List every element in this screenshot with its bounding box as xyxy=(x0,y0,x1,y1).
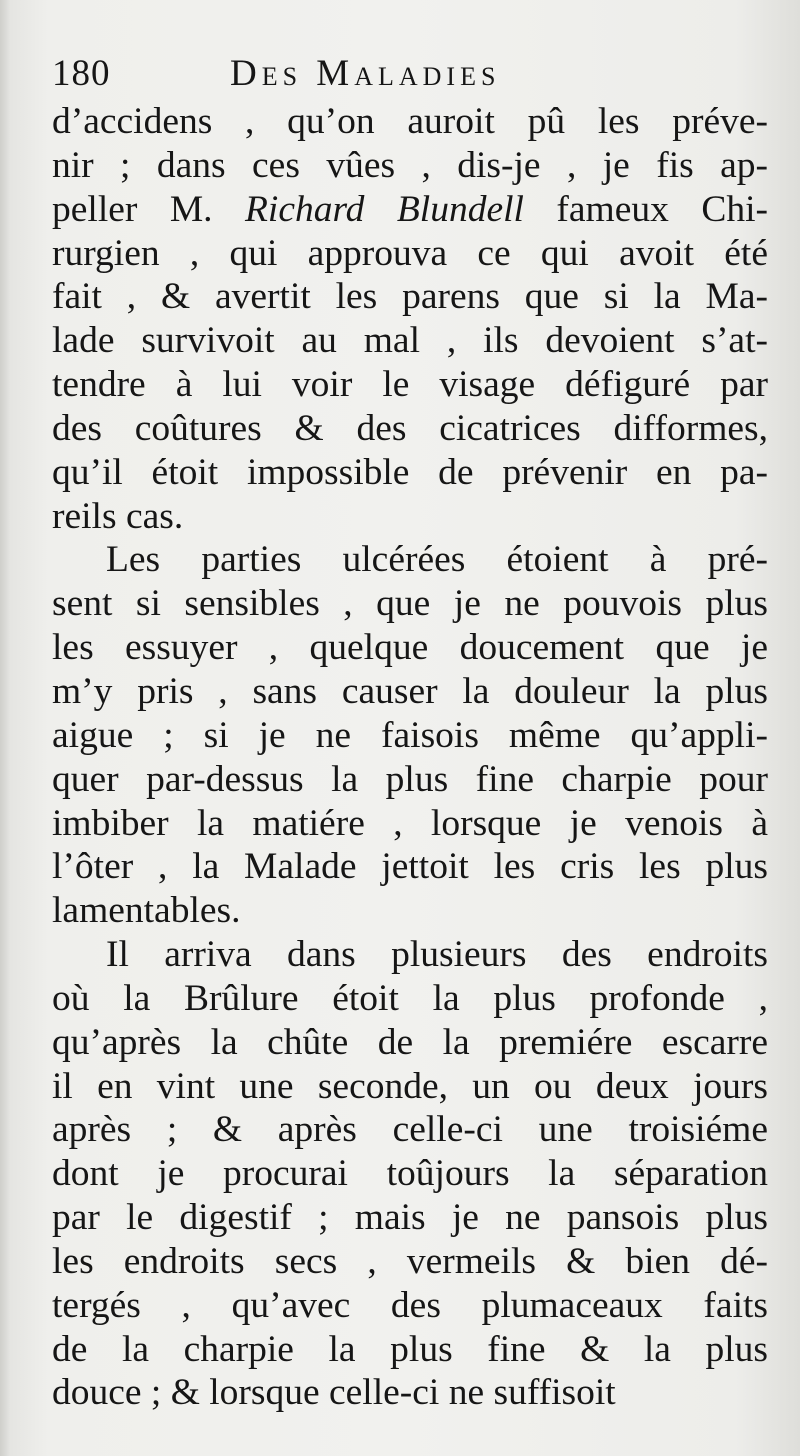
text-line: tergés , qu’avec des plumaceaux faits xyxy=(52,1284,768,1326)
text-line: par le digestif ; mais je ne pansois plus xyxy=(52,1197,768,1239)
text-line: les essuyer , quelque doucement que je xyxy=(52,627,768,669)
text-line: nir ; dans ces vûes , dis-je , je fis ap- xyxy=(52,144,768,186)
page-number: 180 xyxy=(52,53,111,94)
text-line: dont je procurai toûjours la séparation xyxy=(52,1153,768,1195)
page-gutter-shadow xyxy=(0,0,10,1456)
paragraph xyxy=(52,933,768,1415)
paragraph xyxy=(52,538,768,933)
text-line: Il arriva dans plusieurs des endroits xyxy=(106,934,768,976)
italic-name: Richard Blundell xyxy=(245,188,524,230)
text-line: qu’après la chûte de la premiére escarre xyxy=(52,1021,768,1063)
text-line: de la charpie la plus fine & la plus xyxy=(52,1328,768,1370)
text-line: d’accidens , qu’on auroit pû les préve- xyxy=(52,101,768,142)
text-line: peller M. Richard Blundell fameux Chi- xyxy=(52,188,769,230)
text-line: lade survivoit au mal , ils devoient s’at- xyxy=(52,320,768,362)
text-line: des coûtures & des cicatrices difformes, xyxy=(52,407,768,449)
paragraph xyxy=(52,100,768,538)
text-line: tendre à lui voir le visage défiguré par xyxy=(52,364,768,406)
text-line: qu’il étoit impossible de prévenir en pa- xyxy=(52,451,768,493)
text-line: où la Brûlure étoit la plus profonde , xyxy=(52,977,768,1019)
text-line: après ; & après celle-ci une troisiéme xyxy=(52,1109,768,1151)
text-line: lamentables. xyxy=(52,890,241,932)
running-header xyxy=(52,48,772,100)
text-line: l’ôter , la Malade jettoit les cris les plus xyxy=(52,846,768,888)
text-line: Les parties ulcérées étoient à pré- xyxy=(106,539,768,581)
text-line: les endroits secs , vermeils & bien dé- xyxy=(52,1240,768,1282)
text-line: fait , & avertit les parens que si la Ma- xyxy=(52,276,768,318)
text-line: m’y pris , sans causer la douleur la plus xyxy=(52,670,768,712)
body-text xyxy=(52,100,768,1415)
running-title: Des Maladies xyxy=(230,53,501,94)
text-line: aigue ; si je ne faisois même qu’appli- xyxy=(52,714,768,756)
text-line: il en vint une seconde, un ou deux jours xyxy=(52,1065,768,1107)
text-line: quer par-dessus la plus fine charpie pour xyxy=(52,758,768,800)
text-line: imbiber la matiére , lorsque je venois à xyxy=(52,802,768,844)
text-line: rurgien , qui approuva ce qui avoit été xyxy=(52,232,768,274)
text-line: reils cas. xyxy=(52,495,184,537)
text-line: sent si sensibles , que je ne pouvois plus xyxy=(52,583,768,625)
text-line: douce ; & lorsque celle-ci ne suffisoit xyxy=(52,1372,616,1414)
